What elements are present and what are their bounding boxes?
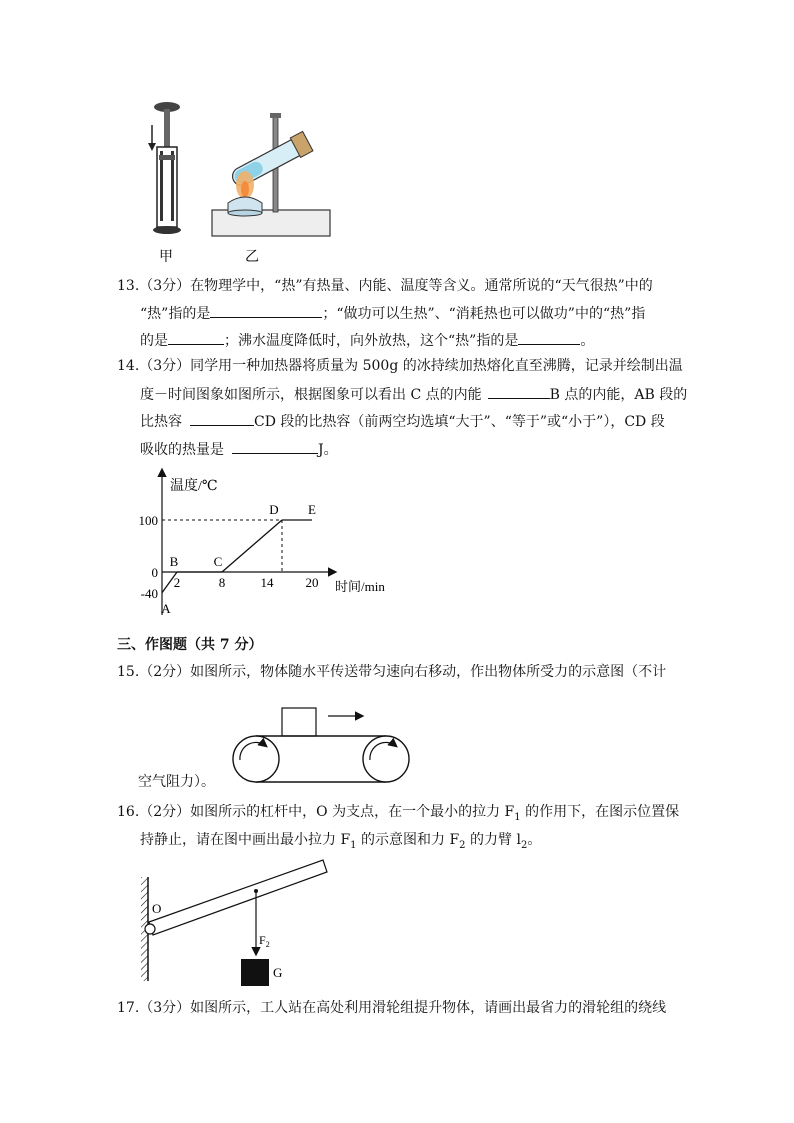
x-axis-label: 时间/min — [335, 579, 385, 594]
q14-text: 比热容 — [140, 414, 182, 430]
q16-sub: 2 — [459, 839, 466, 851]
q14-text: CD 段的比热容（前两空均选填“大于”、“等于”或“小于”），CD 段 — [254, 414, 665, 430]
fire-syringe-drawing — [148, 102, 181, 234]
q14-blank-3[interactable] — [232, 439, 318, 454]
q13-line1: 13.（3分）在物理学中，“热”有热量、内能、温度等含义。通常所说的“天气很热”中的 — [117, 278, 653, 294]
temperature-time-chart — [130, 465, 410, 625]
q14-blank-1[interactable] — [488, 384, 550, 399]
q13-blank-1[interactable] — [210, 303, 322, 318]
q16-line2 — [140, 831, 541, 855]
q14-text: B 点的内能，AB 段的 — [549, 387, 688, 403]
q13-text: ；“做功可以生热”、“消耗热也可以做功”中的“热”指 — [322, 306, 646, 322]
fig-label-yi: 乙 — [245, 250, 259, 265]
label-g: G — [273, 965, 283, 980]
q16-text: 的力臂 l — [465, 832, 521, 848]
point-label-E: E — [308, 502, 316, 517]
q13-text: ；沸水温度降低时，向外放热，这个“热”指的是 — [224, 333, 519, 349]
weight-block — [241, 959, 269, 986]
q17-line1: 17.（3分）如图所示，工人站在高处利用滑轮组提升物体，请画出最省力的滑轮组的绕线 — [117, 1000, 667, 1016]
q16-text: 的示意图和力 F — [356, 832, 460, 848]
lever-figure — [135, 855, 335, 990]
q14-text: J。 — [318, 442, 338, 458]
q13-text: 的是 — [140, 333, 168, 349]
object-block — [282, 708, 316, 736]
section-3-heading: 三、作图题（共 7 分） — [117, 637, 263, 653]
x-tick-label: 8 — [218, 575, 226, 590]
q16-text: 持静止，请在图中画出最小拉力 F — [140, 832, 351, 848]
y-tick-label: 0 — [151, 565, 158, 580]
pivot-o — [145, 924, 155, 934]
x-tick-label: 2 — [173, 575, 181, 590]
point-label-C: C — [213, 554, 223, 569]
x-tick-label: 14 — [260, 575, 274, 590]
fig-label-jia: 甲 — [159, 250, 173, 265]
q13-text: “热”指的是 — [140, 306, 211, 322]
q13-blank-2[interactable] — [168, 330, 224, 345]
q13-text: 。 — [580, 333, 595, 349]
q15-line1: 15.（2分）如图所示，物体随水平传送带匀速向右移动，作出物体所受力的示意图（不计 — [117, 664, 667, 680]
q14-line2 — [140, 384, 687, 404]
q13-line3 — [140, 330, 594, 350]
q16-text: 。 — [527, 832, 542, 848]
q16-text: 16.（2分）如图所示的杠杆中，O 为支点，在一个最小的拉力 F — [117, 804, 515, 820]
q13-blank-3[interactable] — [518, 330, 580, 345]
test-tube-stand-drawing — [212, 113, 330, 236]
lever-bar — [149, 860, 327, 935]
label-o: O — [152, 901, 162, 916]
q16-sub: 1 — [350, 839, 357, 851]
x-tick-label: 20 — [305, 575, 319, 590]
y-tick-label: 100 — [138, 513, 158, 528]
point-label-B: B — [169, 554, 179, 569]
q14-line3 — [140, 411, 665, 431]
y-tick-label: -40 — [140, 585, 158, 601]
q14-text: 吸收的热量是 — [140, 442, 224, 458]
label-f2: $F_2$ — [259, 933, 270, 949]
q14-line4 — [140, 439, 338, 459]
q16-text: 的作用下，在图示位置保 — [520, 804, 680, 820]
q14-text: 度－时间图象如图所示，根据图象可以看出 C 点的内能 — [140, 387, 482, 403]
q16-sub: 1 — [514, 811, 521, 823]
q15-line2: 空气阻力）。 — [138, 774, 215, 790]
q14-blank-2[interactable] — [190, 411, 254, 426]
q13-line2 — [140, 303, 645, 323]
q16-sub: 2 — [520, 839, 528, 851]
q16-line1 — [117, 803, 679, 827]
figure-12-apparatus — [140, 95, 360, 265]
q14-line1: 14.（3分）同学用一种加热器将质量为 500g 的冰持续加热熔化直至沸腾，记录并绘制出温 — [117, 358, 683, 374]
conveyor-belt-figure — [210, 700, 460, 790]
point-label-A: A — [161, 600, 171, 616]
y-axis-label: 温度/℃ — [170, 479, 218, 494]
series-segment-CD — [222, 520, 282, 572]
point-label-D: D — [269, 502, 279, 517]
